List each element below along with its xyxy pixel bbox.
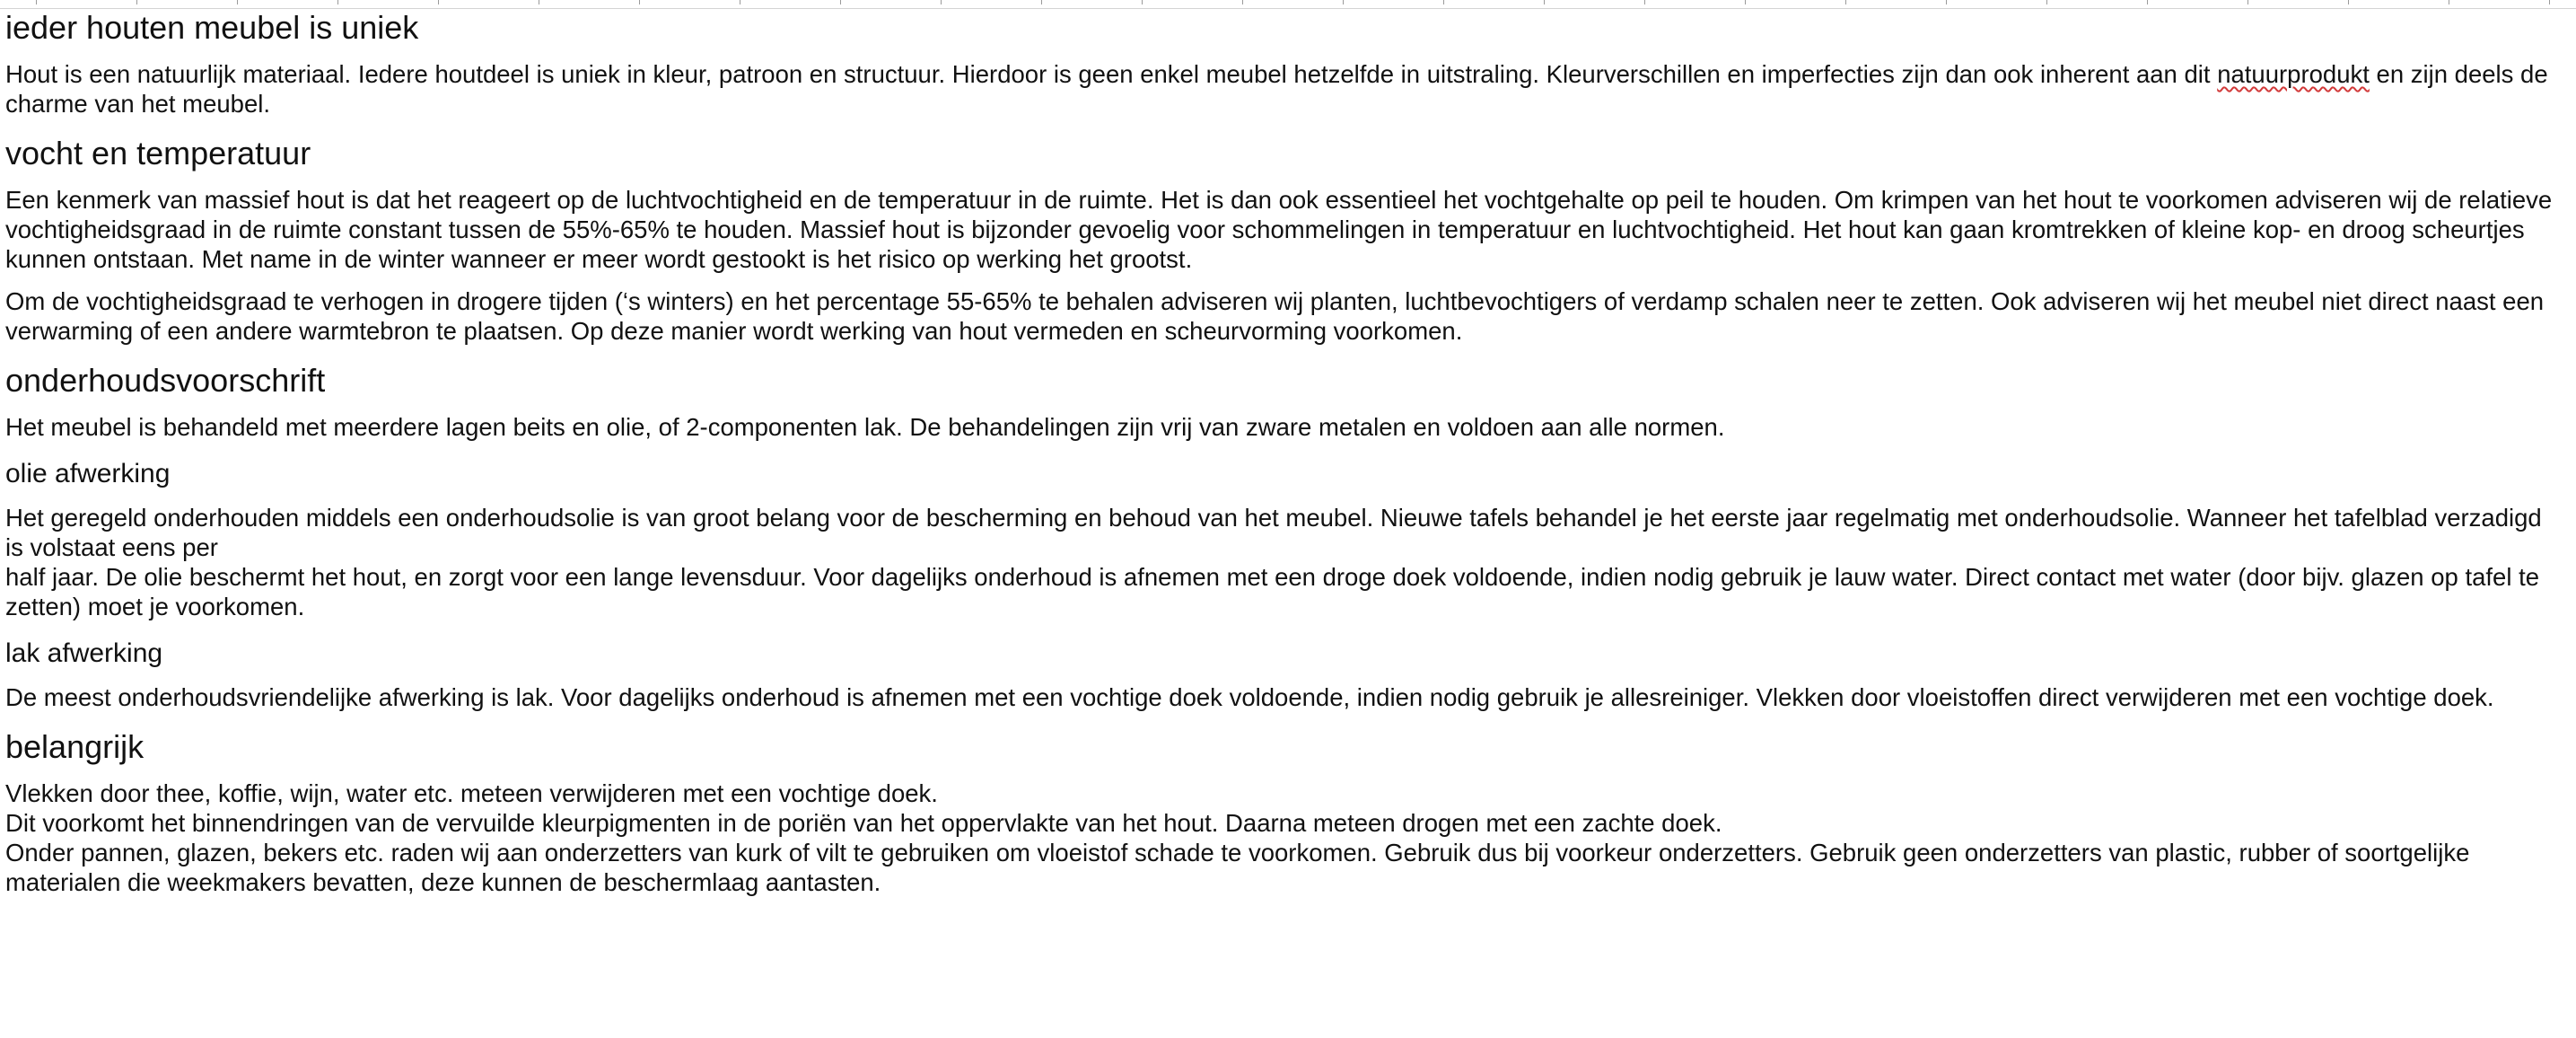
- paragraph-uniek: [5, 59, 2563, 119]
- ruler-tick: [1443, 0, 1444, 4]
- ruler-tick: [36, 0, 37, 4]
- ruler-tick: [2348, 0, 2349, 4]
- ruler-tick: [136, 0, 137, 4]
- paragraph-lak: De meest onderhoudsvriendelijke afwerking is lak. Voor dagelijks onderhoud is afnemen met een vochtige doek voldoende, indien nodig gebruik je allesreiniger. Vlekken door vloeistoffen direct verwijderen met een vochtige doek.: [5, 683, 2494, 711]
- ruler-tick: [1644, 0, 1645, 4]
- ruler-tick: [1142, 0, 1143, 4]
- ruler-tick: [438, 0, 439, 4]
- ruler-tick: [2147, 0, 2148, 4]
- spellcheck-flagged-word[interactable]: natuurprodukt: [2217, 60, 2370, 88]
- heading-onderhoudsvoorschrift: onderhoudsvoorschrift: [5, 362, 326, 399]
- ruler: [0, 0, 2576, 9]
- heading-olie-afwerking: olie afwerking: [5, 459, 171, 488]
- paragraph-vocht-1: Een kenmerk van massief hout is dat het reageert op de luchtvochtigheid en de temperatuur in de ruimte. Het is dan ook essentieel het vochtgehalte op peil te houden. Om krimpen van het hout te voorkomen adviseren wij de relatieve vochtigheidsgraad in de ruimte constant tussen de 55%-65% te houden. Massief hout is bijzonder gevoelig voor schommelingen in temperatuur en luchtvochtigheid. Het hout kan gaan kromtrekken of kleine kop- en droog scheurtjes kunnen ontstaan. Met name in de winter wanneer er meer wordt gestookt is het risico op werking het grootst.: [5, 186, 2553, 273]
- ruler-tick: [1845, 0, 1846, 4]
- ruler-tick: [639, 0, 640, 4]
- ruler-tick: [1946, 0, 1947, 4]
- ruler-tick: [1544, 0, 1545, 4]
- ruler-tick: [1242, 0, 1243, 4]
- heading-vocht-en-temperatuur: vocht en temperatuur: [5, 135, 311, 172]
- paragraph-vocht-2: Om de vochtigheidsgraad te verhogen in drogere tijden (‘s winters) en het percentage 55-65% te behalen adviseren wij planten, luchtbevochtigers of verdamp schalen neer te zetten. Ook adviseren wij het meubel niet direct naast een verwarming of een andere warmtebron te plaatsen. Op deze manier wordt werking van hout vermeden en scheurvorming voorkomen.: [5, 287, 2545, 345]
- paragraph-uniek-part-b: en zijn deels de charme van het meubel.: [5, 60, 2548, 118]
- paragraph-belangrijk-line-1: Vlekken door thee, koffie, wijn, water etc. meteen verwijderen met een vochtige doek.: [5, 779, 938, 807]
- ruler-tick: [941, 0, 942, 4]
- ruler-tick: [1343, 0, 1344, 4]
- heading-ieder-houten-meubel: ieder houten meubel is uniek: [5, 9, 419, 46]
- ruler-tick: [337, 0, 338, 4]
- document-body[interactable]: [5, 9, 2563, 897]
- ruler-tick: [840, 0, 841, 4]
- heading-belangrijk: belangrijk: [5, 728, 145, 765]
- paragraph-belangrijk-line-3: Onder pannen, glazen, bekers etc. raden wij aan onderzetters van kurk of vilt te gebruiken om vloeistof schade te voorkomen. Gebruik dus bij voorkeur onderzetters. Gebruik geen onderzetters van plastic, rubber of soortgelijke materialen die weekmakers bevatten, deze kunnen de beschermlaag aantasten.: [5, 839, 2470, 896]
- paragraph-uniek-part-a: Hout is een natuurlijk materiaal. Iedere houtdeel is uniek in kleur, patroon en structuur. Hierdoor is geen enkel meubel hetzelfde in uitstraling. Kleurverschillen en imperfecties zijn dan ook inherent aan dit: [5, 60, 2218, 88]
- paragraph-olie-line-2: half jaar. De olie beschermt het hout, en zorgt voor een lange levensduur. Voor dagelijks onderhoud is afnemen met een droge doek voldoende, indien nodig gebruik je lauw water. Direct contact met water (door bijv. glazen op tafel te zetten) moet je voorkomen.: [5, 563, 2540, 620]
- heading-lak-afwerking: lak afwerking: [5, 638, 163, 668]
- paragraph-belangrijk-line-2: Dit voorkomt het binnendringen van de vervuilde kleurpigmenten in de poriën van het oppervlakte van het hout. Daarna meteen drogen met een zachte doek.: [5, 809, 1722, 837]
- paragraph-olie-line-1: Het geregeld onderhouden middels een onderhoudsolie is van groot belang voor de bescherming en behoud van het meubel. Nieuwe tafels behandel je het eerste jaar regelmatig met onderhoudsolie. Wanneer het tafelblad verzadigd is volstaat eens per: [5, 504, 2542, 561]
- paragraph-onderhoudsvoorschrift: Het meubel is behandeld met meerdere lagen beits en olie, of 2-componenten lak. De behandelingen zijn vrij van zware metalen en voldoen aan alle normen.: [5, 413, 1725, 441]
- ruler-tick: [1745, 0, 1746, 4]
- ruler-tick: [1041, 0, 1042, 4]
- ruler-tick: [2549, 0, 2550, 4]
- ruler-tick: [2247, 0, 2248, 4]
- ruler-tick: [237, 0, 238, 4]
- ruler-tick: [2046, 0, 2047, 4]
